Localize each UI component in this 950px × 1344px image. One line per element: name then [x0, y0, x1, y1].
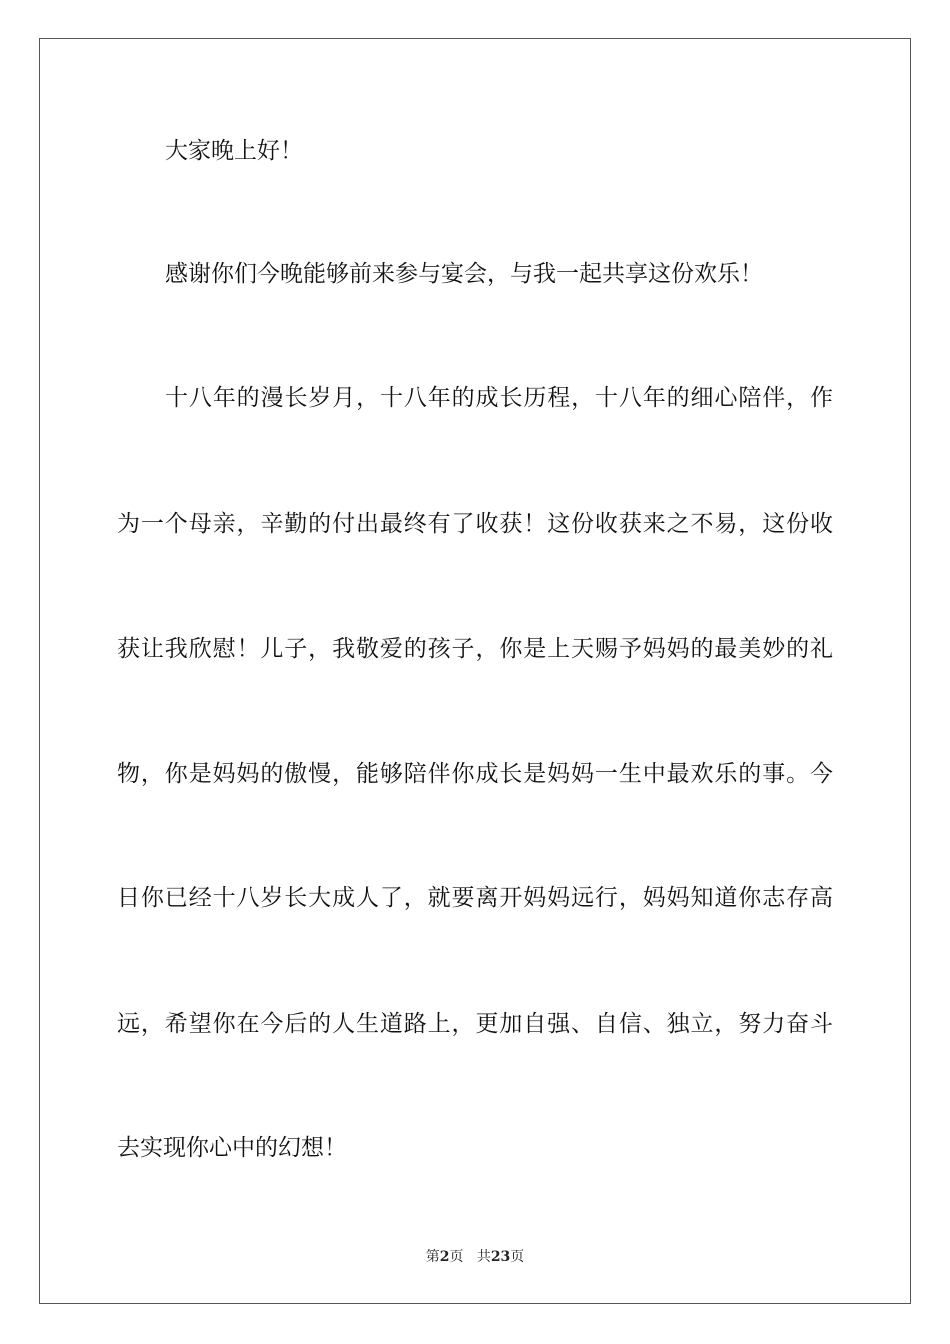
- footer-prefix: 第: [425, 1249, 440, 1265]
- paragraph-line: 感谢你们今晚能够前来参与宴会，与我一起共享这份欢乐！: [165, 261, 763, 287]
- page-border: [39, 38, 911, 1304]
- paragraph-line: 获让我欣慰！儿子，我敬爱的孩子，你是上天赐予妈妈的最美妙的礼: [117, 636, 833, 662]
- page-footer: [0, 1247, 950, 1267]
- total-pages-number: 23: [490, 1249, 511, 1265]
- paragraph-line: 十八年的漫长岁月，十八年的成长历程，十八年的细心陪伴，作: [165, 385, 833, 411]
- paragraph-line: 远，希望你在今后的人生道路上，更加自强、自信、独立，努力奋斗: [117, 1011, 833, 1037]
- paragraph-line: 为一个母亲，辛勤的付出最终有了收获！这份收获来之不易，这份收: [117, 511, 833, 537]
- footer-page-unit: 页: [449, 1249, 464, 1265]
- paragraph-line: 物，你是妈妈的傲慢，能够陪伴你成长是妈妈一生中最欢乐的事。今: [117, 761, 833, 787]
- paragraph-line: 去实现你心中的幻想！: [117, 1135, 347, 1161]
- footer-total-prefix: 共: [476, 1249, 491, 1265]
- current-page-number: 2: [439, 1249, 450, 1265]
- paragraph-line: 日你已经十八岁长大成人了，就要离开妈妈远行，妈妈知道你志存高: [117, 885, 833, 911]
- greeting-line: 大家晚上好！: [165, 138, 303, 164]
- footer-total-unit: 页: [510, 1249, 525, 1265]
